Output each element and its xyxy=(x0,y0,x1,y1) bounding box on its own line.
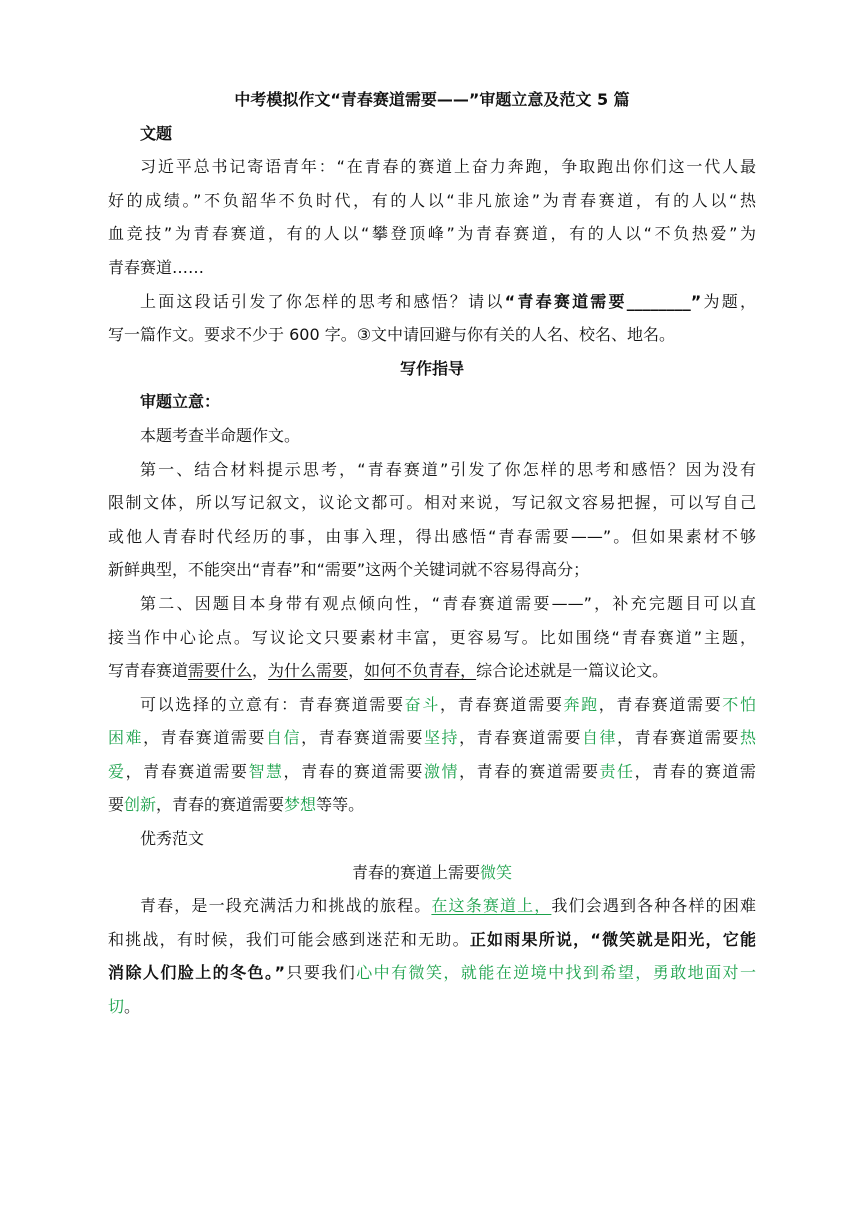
essay-line-2 xyxy=(108,923,756,957)
ideas-text: ，青春的赛道需要 xyxy=(156,795,285,815)
para2-text: 写青春赛道 xyxy=(108,661,189,681)
ideas-text: ，青春的赛道需 xyxy=(634,761,756,781)
essay-text: 和挑战，有时候，我们可能会感到迷茫和无助。 xyxy=(108,929,470,949)
essay-title-keyword: 微笑 xyxy=(480,862,513,882)
ideas-text: 要 xyxy=(108,795,125,815)
para2-sep: ， xyxy=(348,661,365,681)
idea-keyword: 自律 xyxy=(581,728,618,748)
essay-highlight: 切 xyxy=(108,997,125,1017)
essay-text: 只要我们 xyxy=(284,963,357,983)
section-heading-shenti: 审题立意： xyxy=(140,392,221,412)
task-text-end: 为题， xyxy=(701,291,756,311)
idea-keyword: 奋斗 xyxy=(404,694,440,714)
prompt-line-4: 青春赛道…… xyxy=(108,257,205,277)
ideas-text: ，青春赛道需要 xyxy=(125,761,249,781)
idea-keyword: 不怕 xyxy=(722,694,756,714)
section-heading-guide: 写作指导 xyxy=(399,358,464,378)
section-heading-fanwen: 优秀范文 xyxy=(140,829,205,849)
underlined-why: 为什么需要 xyxy=(268,661,349,681)
underlined-what: 需要什么 xyxy=(188,661,253,681)
essay-quote: 正如雨果所说，“微笑就是阳光，它能 xyxy=(469,929,756,949)
para2-line-3 xyxy=(108,654,756,688)
idea-keyword: 梦想 xyxy=(284,795,317,815)
task-line-1 xyxy=(108,285,756,319)
para2-sep: ， xyxy=(252,661,269,681)
idea-keyword: 责任 xyxy=(599,761,635,781)
idea-keyword: 热 xyxy=(739,728,756,748)
idea-keyword: 激情 xyxy=(423,761,460,781)
idea-keyword: 爱 xyxy=(108,761,126,781)
ideas-text: ，青春的赛道需要 xyxy=(283,761,424,781)
idea-keyword: 困难 xyxy=(108,728,144,748)
task-line-2: 写一篇作文。要求不少于 600 字。③文中请回避与你有关的人名、校名、地名。 xyxy=(108,325,676,345)
ideas-text: ，青春赛道需要 xyxy=(598,694,723,714)
ideas-line-3 xyxy=(108,755,756,789)
prompt-line-2: 好的成绩。”不负韶华不负时代，有的人以“非凡旅途”为青春赛道，有的人以“热 xyxy=(108,190,756,210)
ideas-text: 可以选择的立意有：青春赛道需要 xyxy=(140,694,405,714)
essay-title xyxy=(108,856,756,890)
ideas-text: ，青春赛道需要 xyxy=(301,728,424,748)
ideas-text: ，青春赛道需要 xyxy=(439,694,564,714)
ideas-line-2 xyxy=(108,721,756,755)
essay-highlight: 心中有微笑，就能在逆境中找到希望，勇敢地面对一 xyxy=(356,963,756,983)
essay-line-1 xyxy=(108,889,756,923)
idea-keyword: 自信 xyxy=(265,728,302,748)
prompt-line-3: 血竞技”为青春赛道，有的人以“攀登顶峰”为青春赛道，有的人以“不负热爱”为 xyxy=(108,224,756,244)
para1-line-1: 第一、结合材料提示思考，“青春赛道”引发了你怎样的思考和感悟？因为没有 xyxy=(140,459,756,479)
para1-line-3: 或他人青春时代经历的事，由事入理，得出感悟“青春需要——”。但如果素材不够 xyxy=(108,526,756,546)
task-topic: “青春赛道需要________” xyxy=(504,291,702,311)
idea-keyword: 智慧 xyxy=(248,761,284,781)
ideas-line-4 xyxy=(108,788,756,822)
intro-text: 本题考查半命题作文。 xyxy=(140,425,301,445)
task-text: 上面这段话引发了你怎样的思考和感悟？请以 xyxy=(140,291,505,311)
essay-highlight: 在这条赛道上， xyxy=(431,896,552,916)
document-body xyxy=(108,83,756,1024)
ideas-text: ，青春赛道需要 xyxy=(617,728,740,748)
ideas-line-1 xyxy=(108,688,756,722)
idea-keyword: 创新 xyxy=(124,795,157,815)
para1-line-4: 新鲜典型，不能突出“青春”和“需要”这两个关键词就不容易得高分； xyxy=(108,560,590,580)
prompt-line-1: 习近平总书记寄语青年：“在青春的赛道上奋力奔跑，争取跑出你们这一代人最 xyxy=(140,157,756,177)
essay-quote: 消除人们脸上的冬色。” xyxy=(108,963,285,983)
para1-line-2: 限制文体，所以写记叙文，议论文都可。相对来说，写记叙文容易把握，可以写自己 xyxy=(108,493,756,513)
section-heading-wenti: 文题 xyxy=(140,123,173,143)
ideas-text: 等等。 xyxy=(316,795,365,815)
document-title: 中考模拟作文“青春赛道需要——”审题立意及范文 5 篇 xyxy=(234,90,630,109)
underlined-how: 如何不负青春， xyxy=(364,661,477,681)
essay-line-3 xyxy=(108,956,756,990)
para2-text-end: 综合论述就是一篇议论文。 xyxy=(476,661,669,681)
essay-text: 。 xyxy=(124,997,141,1017)
essay-title-text: 青春的赛道上需要 xyxy=(351,862,480,882)
essay-line-4 xyxy=(108,990,756,1024)
ideas-text: ，青春赛道需要 xyxy=(143,728,266,748)
idea-keyword: 坚持 xyxy=(423,728,460,748)
essay-text: 我们会遇到各种各样的困难 xyxy=(551,896,756,916)
para2-line-2: 接当作中心论点。写议论文只要素材丰富，更容易写。比如围绕“青春赛道”主题， xyxy=(108,627,756,647)
ideas-text: ，青春赛道需要 xyxy=(459,728,582,748)
idea-keyword: 奔跑 xyxy=(563,694,599,714)
essay-text: 青春，是一段充满活力和挑战的旅程。 xyxy=(140,896,432,916)
para2-line-1: 第二、因题目本身带有观点倾向性，“青春赛道需要——”，补充完题目可以直 xyxy=(140,593,756,613)
ideas-text: ，青春的赛道需要 xyxy=(459,761,600,781)
